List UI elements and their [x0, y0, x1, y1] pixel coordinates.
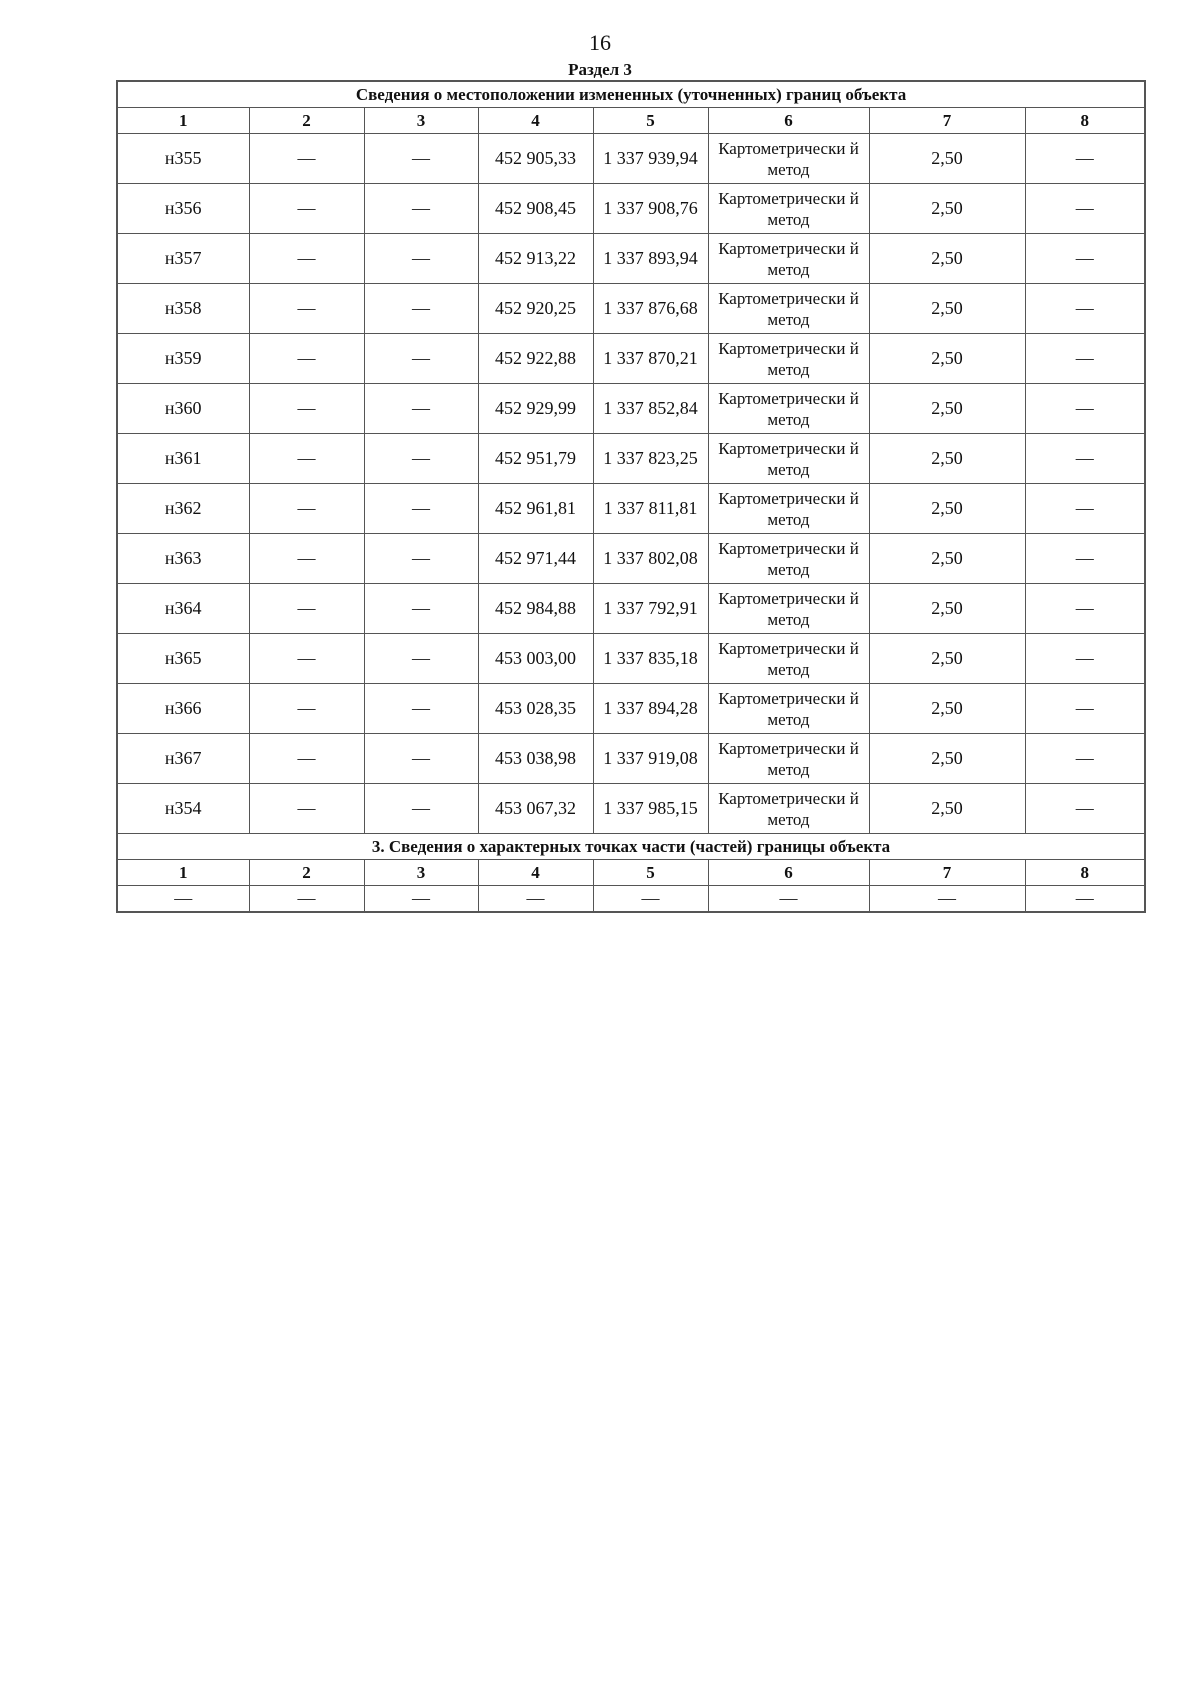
y-coordinate-cell: 1 337 919,08	[593, 734, 708, 784]
point-cell: н359	[117, 334, 249, 384]
page-number: 16	[589, 30, 611, 55]
method-cell: Картометрически й метод	[708, 134, 869, 184]
point-cell: н362	[117, 484, 249, 534]
dash-cell: —	[1025, 484, 1145, 534]
empty-cell: —	[708, 886, 869, 913]
dash-cell: —	[364, 234, 478, 284]
dash-cell: —	[249, 734, 364, 784]
dash-cell: —	[1025, 434, 1145, 484]
x-coordinate-cell: 452 920,25	[478, 284, 593, 334]
dash-cell: —	[1025, 234, 1145, 284]
y-coordinate-cell: 1 337 870,21	[593, 334, 708, 384]
table-row	[117, 534, 1145, 584]
empty-cell: —	[364, 886, 478, 913]
x-coordinate-cell: 453 003,00	[478, 634, 593, 684]
table-row	[117, 484, 1145, 534]
dash-cell: —	[249, 634, 364, 684]
method-cell: Картометрически й метод	[708, 684, 869, 734]
table-row	[117, 184, 1145, 234]
column-number: 1	[117, 860, 249, 886]
table-row	[117, 334, 1145, 384]
point-cell: н361	[117, 434, 249, 484]
dash-cell: —	[1025, 384, 1145, 434]
x-coordinate-cell: 453 038,98	[478, 734, 593, 784]
table-row	[117, 634, 1145, 684]
dash-cell: —	[1025, 584, 1145, 634]
accuracy-cell: 2,50	[869, 234, 1025, 284]
dash-cell: —	[249, 484, 364, 534]
accuracy-cell: 2,50	[869, 434, 1025, 484]
dash-cell: —	[1025, 734, 1145, 784]
method-cell: Картометрически й метод	[708, 484, 869, 534]
point-cell: н358	[117, 284, 249, 334]
dash-cell: —	[364, 584, 478, 634]
point-cell: н367	[117, 734, 249, 784]
dash-cell: —	[364, 484, 478, 534]
y-coordinate-cell: 1 337 876,68	[593, 284, 708, 334]
method-cell: Картометрически й метод	[708, 734, 869, 784]
dash-cell: —	[1025, 534, 1145, 584]
x-coordinate-cell: 452 922,88	[478, 334, 593, 384]
subsection-column-number-row	[117, 860, 1145, 886]
dash-cell: —	[1025, 684, 1145, 734]
dash-cell: —	[364, 534, 478, 584]
y-coordinate-cell: 1 337 908,76	[593, 184, 708, 234]
accuracy-cell: 2,50	[869, 334, 1025, 384]
column-number: 7	[869, 108, 1025, 134]
column-number: 3	[364, 108, 478, 134]
dash-cell: —	[364, 284, 478, 334]
dash-cell: —	[364, 634, 478, 684]
subsection-title: 3. Сведения о характерных точках части (частей) границы объекта	[117, 834, 1145, 860]
dash-cell: —	[364, 334, 478, 384]
dash-cell: —	[249, 134, 364, 184]
method-cell: Картометрически й метод	[708, 234, 869, 284]
dash-cell: —	[1025, 784, 1145, 834]
dash-cell: —	[364, 134, 478, 184]
dash-cell: —	[364, 784, 478, 834]
dash-cell: —	[249, 584, 364, 634]
table-row	[117, 784, 1145, 834]
table-row	[117, 234, 1145, 284]
point-cell: н363	[117, 534, 249, 584]
boundary-table	[116, 80, 1146, 913]
x-coordinate-cell: 452 908,45	[478, 184, 593, 234]
dash-cell: —	[249, 784, 364, 834]
dash-cell: —	[249, 234, 364, 284]
dash-cell: —	[249, 384, 364, 434]
table-row	[117, 134, 1145, 184]
empty-cell: —	[593, 886, 708, 913]
table-row	[117, 584, 1145, 634]
empty-cell: —	[478, 886, 593, 913]
column-number-row	[117, 108, 1145, 134]
column-number: 2	[249, 108, 364, 134]
y-coordinate-cell: 1 337 792,91	[593, 584, 708, 634]
point-cell: н364	[117, 584, 249, 634]
dash-cell: —	[249, 284, 364, 334]
x-coordinate-cell: 452 984,88	[478, 584, 593, 634]
section-title: Раздел 3	[568, 60, 632, 79]
point-cell: н360	[117, 384, 249, 434]
column-number: 6	[708, 860, 869, 886]
y-coordinate-cell: 1 337 893,94	[593, 234, 708, 284]
y-coordinate-cell: 1 337 802,08	[593, 534, 708, 584]
accuracy-cell: 2,50	[869, 384, 1025, 434]
point-cell: н366	[117, 684, 249, 734]
dash-cell: —	[1025, 134, 1145, 184]
dash-cell: —	[364, 684, 478, 734]
method-cell: Картометрически й метод	[708, 534, 869, 584]
table-row	[117, 684, 1145, 734]
x-coordinate-cell: 452 929,99	[478, 384, 593, 434]
empty-cell: —	[869, 886, 1025, 913]
dash-cell: —	[249, 334, 364, 384]
y-coordinate-cell: 1 337 939,94	[593, 134, 708, 184]
empty-cell: —	[249, 886, 364, 913]
table-row	[117, 284, 1145, 334]
y-coordinate-cell: 1 337 985,15	[593, 784, 708, 834]
table-row	[117, 734, 1145, 784]
dash-cell: —	[364, 734, 478, 784]
subsection-row	[117, 886, 1145, 913]
column-number: 2	[249, 860, 364, 886]
column-number: 4	[478, 108, 593, 134]
accuracy-cell: 2,50	[869, 134, 1025, 184]
dash-cell: —	[364, 184, 478, 234]
accuracy-cell: 2,50	[869, 634, 1025, 684]
dash-cell: —	[249, 684, 364, 734]
method-cell: Картометрически й метод	[708, 434, 869, 484]
dash-cell: —	[1025, 334, 1145, 384]
accuracy-cell: 2,50	[869, 534, 1025, 584]
accuracy-cell: 2,50	[869, 734, 1025, 784]
dash-cell: —	[364, 384, 478, 434]
dash-cell: —	[249, 534, 364, 584]
dash-cell: —	[249, 434, 364, 484]
x-coordinate-cell: 452 971,44	[478, 534, 593, 584]
table-caption: Сведения о местоположении измененных (уточненных) границ объекта	[117, 81, 1145, 108]
column-number: 5	[593, 108, 708, 134]
method-cell: Картометрически й метод	[708, 584, 869, 634]
method-cell: Картометрически й метод	[708, 634, 869, 684]
method-cell: Картометрически й метод	[708, 284, 869, 334]
x-coordinate-cell: 452 961,81	[478, 484, 593, 534]
column-number: 6	[708, 108, 869, 134]
accuracy-cell: 2,50	[869, 784, 1025, 834]
method-cell: Картометрически й метод	[708, 784, 869, 834]
accuracy-cell: 2,50	[869, 284, 1025, 334]
x-coordinate-cell: 452 905,33	[478, 134, 593, 184]
x-coordinate-cell: 453 028,35	[478, 684, 593, 734]
y-coordinate-cell: 1 337 823,25	[593, 434, 708, 484]
point-cell: н355	[117, 134, 249, 184]
table-row	[117, 384, 1145, 434]
method-cell: Картометрически й метод	[708, 334, 869, 384]
point-cell: н356	[117, 184, 249, 234]
accuracy-cell: 2,50	[869, 584, 1025, 634]
method-cell: Картометрически й метод	[708, 384, 869, 434]
dash-cell: —	[1025, 184, 1145, 234]
column-number: 4	[478, 860, 593, 886]
point-cell: н365	[117, 634, 249, 684]
y-coordinate-cell: 1 337 835,18	[593, 634, 708, 684]
dash-cell: —	[1025, 284, 1145, 334]
table-row	[117, 434, 1145, 484]
y-coordinate-cell: 1 337 894,28	[593, 684, 708, 734]
column-number: 7	[869, 860, 1025, 886]
method-cell: Картометрически й метод	[708, 184, 869, 234]
y-coordinate-cell: 1 337 852,84	[593, 384, 708, 434]
x-coordinate-cell: 453 067,32	[478, 784, 593, 834]
x-coordinate-cell: 452 951,79	[478, 434, 593, 484]
column-number: 5	[593, 860, 708, 886]
dash-cell: —	[364, 434, 478, 484]
y-coordinate-cell: 1 337 811,81	[593, 484, 708, 534]
accuracy-cell: 2,50	[869, 684, 1025, 734]
empty-cell: —	[117, 886, 249, 913]
empty-cell: —	[1025, 886, 1145, 913]
column-number: 8	[1025, 860, 1145, 886]
column-number: 3	[364, 860, 478, 886]
column-number: 8	[1025, 108, 1145, 134]
column-number: 1	[117, 108, 249, 134]
point-cell: н357	[117, 234, 249, 284]
accuracy-cell: 2,50	[869, 184, 1025, 234]
point-cell: н354	[117, 784, 249, 834]
x-coordinate-cell: 452 913,22	[478, 234, 593, 284]
dash-cell: —	[1025, 634, 1145, 684]
dash-cell: —	[249, 184, 364, 234]
accuracy-cell: 2,50	[869, 484, 1025, 534]
